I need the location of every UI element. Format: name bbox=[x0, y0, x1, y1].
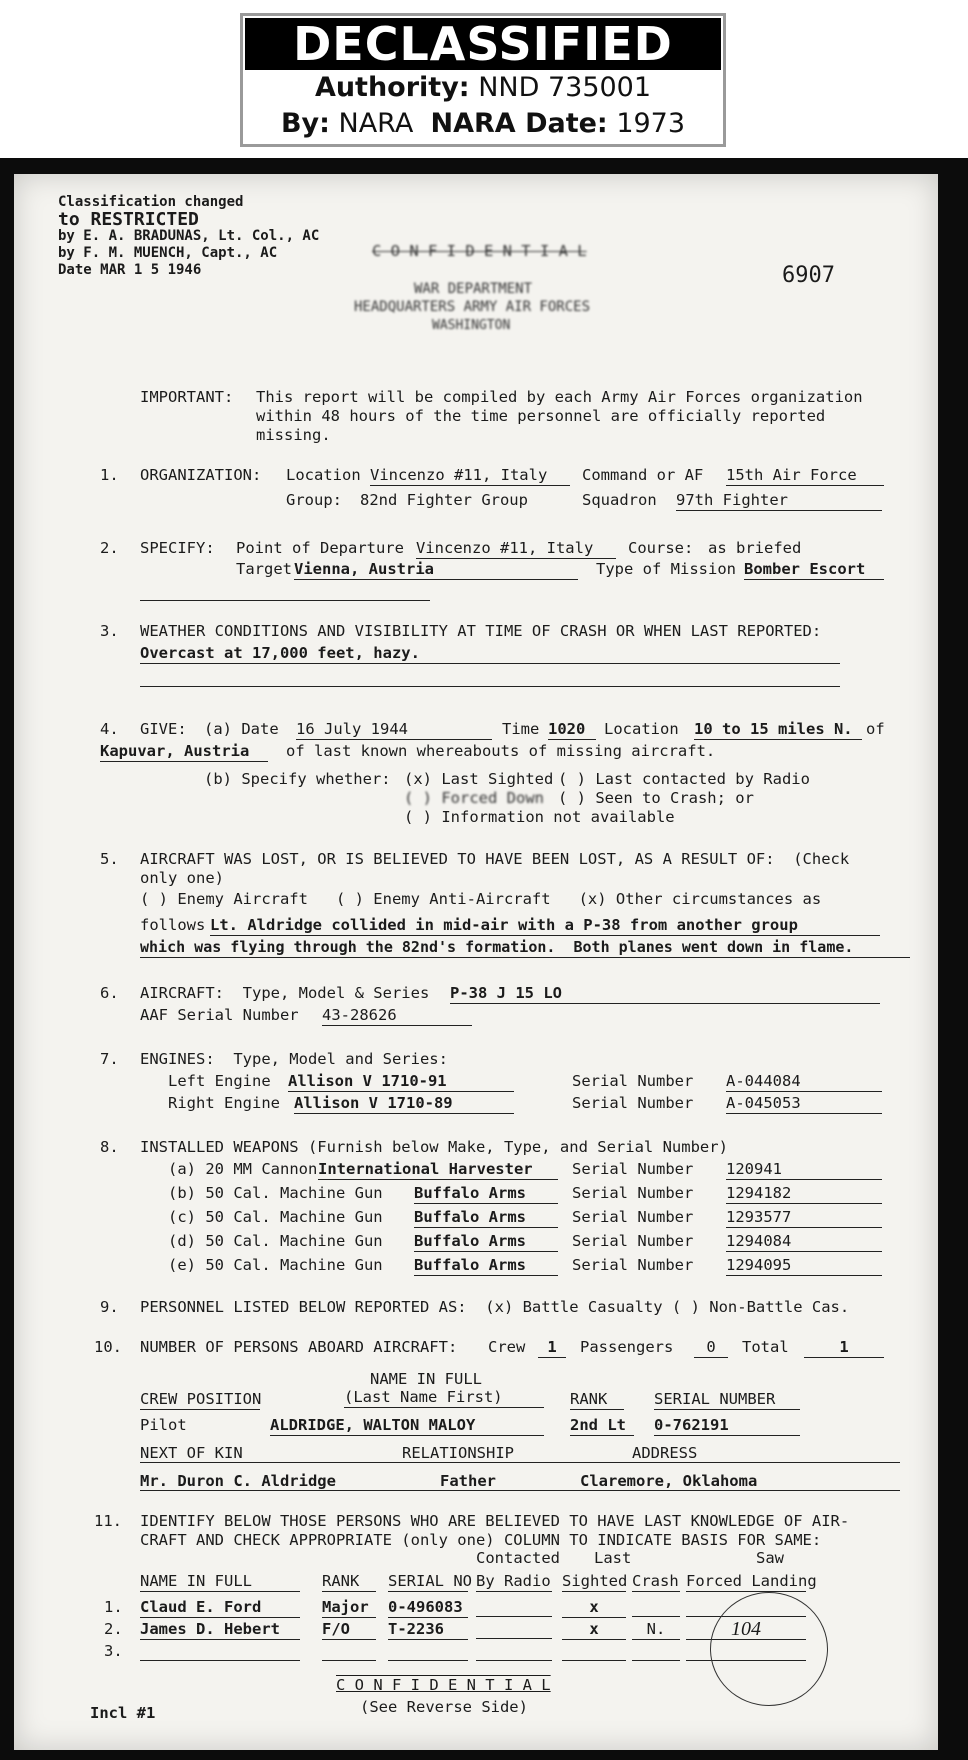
classification-line: to RESTRICTED bbox=[58, 209, 199, 230]
col-forced-header: Forced Landing bbox=[686, 1572, 817, 1590]
personnel-label: PERSONNEL LISTED BELOW REPORTED AS: (x) Battle Casualty ( ) Non-Battle Cas. bbox=[140, 1298, 850, 1316]
give-label: GIVE: bbox=[140, 720, 187, 738]
handwritten-number: 104 bbox=[686, 1620, 806, 1640]
pencil-circle bbox=[710, 1592, 828, 1706]
lost-options: ( ) Enemy Aircraft ( ) Enemy Anti-Aircraft (x) Other circumstances as bbox=[140, 890, 822, 908]
col-name-header: NAME IN FULL bbox=[370, 1370, 482, 1388]
specify-whether-label: (b) Specify whether: bbox=[204, 770, 391, 788]
left-engine-label: Left Engine bbox=[168, 1072, 271, 1090]
important-label: IMPORTANT: bbox=[140, 388, 234, 406]
serial-number-label: Serial Number bbox=[572, 1232, 694, 1250]
time-value: 1020 bbox=[548, 720, 596, 740]
circumstances-value: Lt. Aldridge collided in mid-air with a P-38 from another group bbox=[210, 916, 880, 936]
course-label: Course: bbox=[628, 539, 694, 557]
handwritten-mark: N. bbox=[632, 1620, 680, 1640]
document-page bbox=[14, 174, 938, 1750]
left-engine-serial: A-044084 bbox=[726, 1072, 882, 1092]
org-label: ORGANIZATION: bbox=[140, 466, 262, 484]
passengers-value: 0 bbox=[694, 1338, 728, 1358]
important-line: missing. bbox=[256, 426, 331, 444]
engines-label: ENGINES: Type, Model and Series: bbox=[140, 1050, 448, 1068]
serial-number-label: Serial Number bbox=[572, 1184, 694, 1202]
option-not-available: ( ) Information not available bbox=[404, 808, 675, 826]
witness-rank: F/O bbox=[322, 1620, 376, 1640]
witness-name: James D. Hebert bbox=[140, 1620, 300, 1640]
relationship-value: Father bbox=[440, 1472, 496, 1490]
total-value: 1 bbox=[804, 1338, 884, 1358]
classification-line: by E. A. BRADUNAS, Lt. Col., AC bbox=[58, 228, 320, 244]
serial-number-label: Serial Number bbox=[572, 1160, 694, 1178]
crew-serial: 0-762191 bbox=[654, 1416, 800, 1436]
weapon-serial: 1293577 bbox=[726, 1208, 882, 1228]
weapon-serial: 1294084 bbox=[726, 1232, 882, 1252]
col-saw-header: Saw bbox=[756, 1549, 784, 1567]
witness-name bbox=[140, 1642, 300, 1661]
persons-label: NUMBER OF PERSONS ABOARD AIRCRAFT: bbox=[140, 1338, 458, 1356]
relationship-label: RELATIONSHIP bbox=[402, 1444, 514, 1462]
radio-cell bbox=[476, 1620, 552, 1639]
serial-number-label: Serial Number bbox=[572, 1072, 694, 1090]
nok-label: NEXT OF KIN bbox=[140, 1444, 243, 1462]
address-value: Claremore, Oklahoma bbox=[580, 1472, 758, 1490]
weapon-desc: (b) 50 Cal. Machine Gun bbox=[168, 1184, 383, 1202]
row-number: 3. bbox=[104, 1642, 123, 1660]
enclosure-label: Incl #1 bbox=[90, 1704, 156, 1722]
group-value: 82nd Fighter Group bbox=[360, 491, 528, 509]
weapon-make: Buffalo Arms bbox=[414, 1256, 558, 1276]
witness-rank bbox=[322, 1642, 376, 1661]
header-confidential: C O N F I D E N T I A L bbox=[372, 242, 587, 260]
col-name-subheader: (Last Name First) bbox=[344, 1388, 544, 1408]
location-value-2: Kapuvar, Austria bbox=[100, 742, 268, 762]
row-number: 2. bbox=[104, 1620, 123, 1638]
option-radio: ( ) Last contacted by Radio bbox=[558, 770, 810, 788]
lost-label-2: only one) bbox=[140, 869, 224, 887]
nok-header-line bbox=[140, 1444, 900, 1463]
sighted-mark bbox=[562, 1642, 626, 1661]
blank-line bbox=[140, 582, 430, 601]
col-contacted-header: Contacted bbox=[476, 1549, 560, 1567]
col-position-header: CREW POSITION bbox=[140, 1390, 262, 1408]
date-label: (a) Date bbox=[204, 720, 279, 738]
row-number: 1. bbox=[104, 1598, 123, 1616]
classification-line: Date MAR 1 5 1946 bbox=[58, 262, 202, 278]
serial-number-label: Serial Number bbox=[572, 1094, 694, 1112]
weapon-desc: (d) 50 Cal. Machine Gun bbox=[168, 1232, 383, 1250]
stamp-authority: Authority: NND 735001 bbox=[314, 72, 652, 103]
course-value: as briefed bbox=[708, 539, 802, 557]
classification-line: Classification changed bbox=[58, 194, 244, 210]
classification-block bbox=[58, 194, 319, 279]
weapons-label: INSTALLED WEAPONS (Furnish below Make, Type, and Serial Number) bbox=[140, 1138, 728, 1156]
command-value: 15th Air Force bbox=[726, 466, 884, 486]
report-number: 6907 bbox=[782, 263, 835, 288]
aaf-serial-label: AAF Serial Number bbox=[140, 1006, 299, 1024]
stamp-title: DECLASSIFIED bbox=[245, 18, 721, 70]
crew-rank: 2nd Lt bbox=[570, 1416, 634, 1436]
witness-serial: 0-496083 bbox=[388, 1598, 468, 1618]
identify-label: IDENTIFY BELOW THOSE PERSONS WHO ARE BELIEVED TO HAVE LAST KNOWLEDGE OF AIR- bbox=[140, 1512, 850, 1530]
weapon-make: International Harvester bbox=[318, 1160, 558, 1180]
date-value: 16 July 1944 bbox=[296, 720, 492, 740]
sighted-mark: x bbox=[562, 1620, 626, 1640]
radio-cell bbox=[476, 1642, 552, 1661]
weapon-make: Buffalo Arms bbox=[414, 1232, 558, 1252]
location-label: Location bbox=[286, 466, 361, 484]
section-number: 5. bbox=[100, 850, 119, 868]
header-hq: HEADQUARTERS ARMY AIR FORCES bbox=[354, 299, 591, 315]
sighted-mark: x bbox=[562, 1598, 626, 1618]
footer-reverse: (See Reverse Side) bbox=[360, 1698, 528, 1716]
passengers-label: Passengers bbox=[580, 1338, 674, 1356]
crash-cell bbox=[632, 1598, 680, 1617]
important-line: within 48 hours of the time personnel are officially reported bbox=[256, 407, 826, 425]
declassified-stamp bbox=[240, 13, 726, 147]
crew-value: 1 bbox=[538, 1338, 566, 1358]
identify-label-2: CRAFT AND CHECK APPROPRIATE (only one) COLUMN TO INDICATE BASIS FOR SAME: bbox=[140, 1531, 822, 1549]
right-engine-value: Allison V 1710-89 bbox=[294, 1094, 514, 1114]
weather-value: Overcast at 17,000 feet, hazy. bbox=[140, 644, 840, 664]
col-name-header: NAME IN FULL bbox=[140, 1572, 300, 1592]
col-sighted-header: Sighted bbox=[562, 1572, 628, 1590]
col-rank-header: RANK bbox=[322, 1572, 376, 1592]
weapon-desc: (e) 50 Cal. Machine Gun bbox=[168, 1256, 383, 1274]
weather-label: WEATHER CONDITIONS AND VISIBILITY AT TIME OF CRASH OR WHEN LAST REPORTED: bbox=[140, 622, 822, 640]
whereabouts-label: of last known whereabouts of missing aircraft. bbox=[286, 742, 716, 760]
blank-line bbox=[140, 668, 840, 687]
weapon-serial: 1294182 bbox=[726, 1184, 882, 1204]
option-forced-down: ( ) Forced Down bbox=[404, 789, 544, 807]
witness-name: Claud E. Ford bbox=[140, 1598, 300, 1618]
section-number: 4. bbox=[100, 720, 119, 738]
radio-cell bbox=[476, 1598, 552, 1617]
squadron-label: Squadron bbox=[582, 491, 657, 509]
lost-label: AIRCRAFT WAS LOST, OR IS BELIEVED TO HAVE BEEN LOST, AS A RESULT OF: (Check bbox=[140, 850, 850, 868]
target-value: Vienna, Austria bbox=[294, 560, 578, 580]
weapon-serial: 1294095 bbox=[726, 1256, 882, 1276]
section-number: 11. bbox=[94, 1512, 122, 1530]
location-value: 10 to 15 miles N. bbox=[694, 720, 862, 740]
command-label: Command or AF bbox=[582, 466, 704, 484]
footer-confidential: C O N F I D E N T I A L bbox=[336, 1676, 551, 1694]
total-label: Total bbox=[742, 1338, 789, 1356]
witness-rank: Major bbox=[322, 1598, 376, 1618]
crash-cell bbox=[632, 1642, 680, 1661]
group-label: Group: bbox=[286, 491, 342, 509]
left-engine-value: Allison V 1710-91 bbox=[288, 1072, 514, 1092]
section-number: 2. bbox=[100, 539, 119, 557]
weapon-serial: 120941 bbox=[726, 1160, 882, 1180]
stamp-by: By: NARA NARA Date: 1973 bbox=[280, 108, 686, 139]
crew-position: Pilot bbox=[140, 1416, 187, 1434]
important-line: This report will be compiled by each Army Air Forces organization bbox=[256, 388, 863, 406]
aircraft-type-label: AIRCRAFT: Type, Model & Series bbox=[140, 984, 430, 1002]
weapon-desc: (a) 20 MM Cannon bbox=[168, 1160, 318, 1178]
circumstances-value-2: which was flying through the 82nd's formation. Both planes went down in flame. bbox=[140, 938, 910, 958]
col-serial-header: SERIAL NO bbox=[388, 1572, 472, 1590]
departure-label: Point of Departure bbox=[236, 539, 404, 557]
section-number: 9. bbox=[100, 1298, 119, 1316]
col-radio-header: By Radio bbox=[476, 1572, 551, 1590]
witness-serial bbox=[388, 1642, 468, 1661]
header-city: WASHINGTON bbox=[432, 318, 511, 333]
section-number: 3. bbox=[100, 622, 119, 640]
serial-number-label: Serial Number bbox=[572, 1208, 694, 1226]
address-label: ADDRESS bbox=[632, 1444, 698, 1462]
aaf-serial-value: 43-28626 bbox=[322, 1006, 472, 1026]
weapon-make: Buffalo Arms bbox=[414, 1184, 558, 1204]
nok-value: Mr. Duron C. Aldridge bbox=[140, 1472, 336, 1490]
time-label: Time bbox=[502, 720, 540, 738]
target-label: Target bbox=[236, 560, 292, 578]
section-number: 10. bbox=[94, 1338, 122, 1356]
location-value: Vincenzo #11, Italy bbox=[370, 466, 570, 486]
location-label: Location bbox=[604, 720, 679, 738]
mission-type-label: Type of Mission bbox=[596, 560, 736, 578]
mission-type-value: Bomber Escort bbox=[744, 560, 884, 580]
aircraft-type-value: P-38 J 15 LO bbox=[450, 984, 880, 1004]
section-number: 6. bbox=[100, 984, 119, 1002]
witness-serial: T-2236 bbox=[388, 1620, 468, 1640]
col-last-header: Last bbox=[594, 1549, 632, 1567]
specify-label: SPECIFY: bbox=[140, 539, 215, 557]
section-number: 7. bbox=[100, 1050, 119, 1068]
squadron-value: 97th Fighter bbox=[676, 491, 882, 511]
col-rank-header: RANK bbox=[570, 1390, 624, 1410]
right-engine-label: Right Engine bbox=[168, 1094, 280, 1112]
classification-line: by F. M. MUENCH, Capt., AC bbox=[58, 245, 278, 261]
departure-value: Vincenzo #11, Italy bbox=[416, 539, 616, 559]
header-dept: WAR DEPARTMENT bbox=[414, 281, 533, 297]
crew-label: Crew bbox=[488, 1338, 526, 1356]
crew-name: ALDRIDGE, WALTON MALOY bbox=[270, 1416, 544, 1436]
col-crash-header: Crash bbox=[632, 1572, 679, 1590]
weapon-make: Buffalo Arms bbox=[414, 1208, 558, 1228]
of-label: of bbox=[866, 720, 885, 738]
serial-number-label: Serial Number bbox=[572, 1256, 694, 1274]
col-serial-header: SERIAL NUMBER bbox=[654, 1390, 800, 1410]
weapon-desc: (c) 50 Cal. Machine Gun bbox=[168, 1208, 383, 1226]
option-seen-crash: ( ) Seen to Crash; or bbox=[558, 789, 754, 807]
section-number: 8. bbox=[100, 1138, 119, 1156]
section-number: 1. bbox=[100, 466, 119, 484]
follows-label: follows bbox=[140, 916, 206, 934]
right-engine-serial: A-045053 bbox=[726, 1094, 882, 1114]
option-last-sighted: (x) Last Sighted bbox=[404, 770, 554, 788]
